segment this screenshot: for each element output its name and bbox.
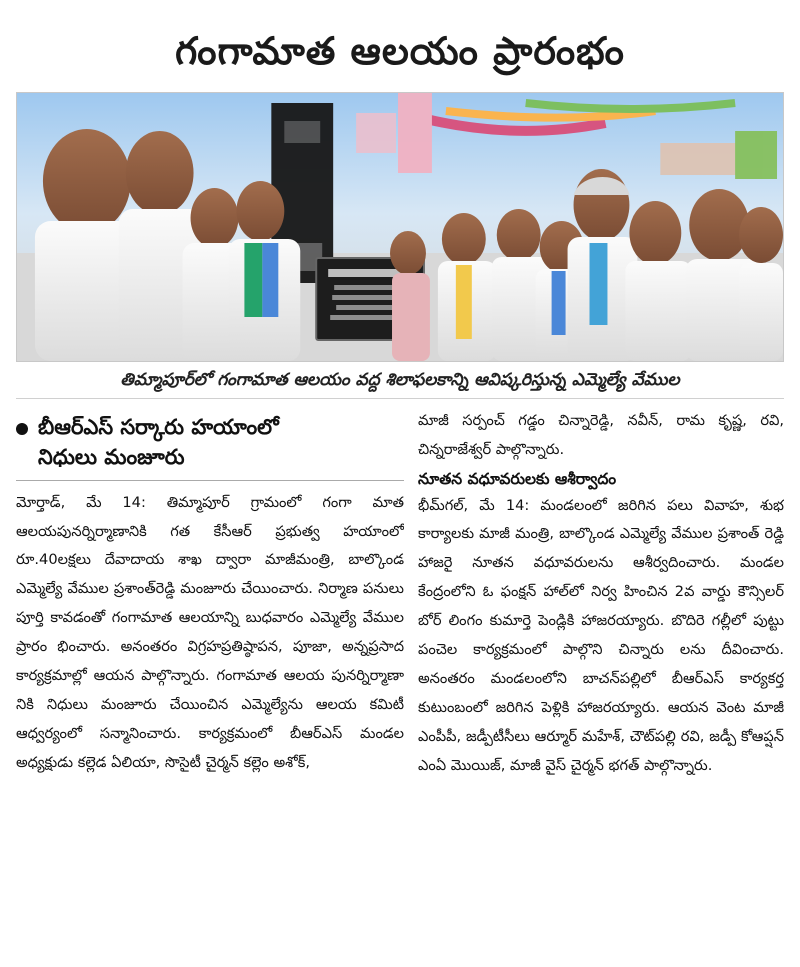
left-body-paragraph: మోర్తాడ్, మే 14: తిమ్మాపూర్ గ్రామంలో గంగా మాత ఆలయపునర్నిర్మాణానికి గత కేసీఆర్ ప్రభుత్వ హయాంలో రూ.40లక్షలు దేవాదాయ శాఖ ద్వారా మాజీమంత్రి, బాల్కొండ ఎమ్మెల్యే వేముల ప్రశాంత్‌రెడ్డి మంజూరు చేయించారు. నిర్మాణ పనులు పూర్తి కావడంతో గంగామాత ఆలయాన్ని బుధవారం ఎమ్మెల్యే వేముల ప్రారం భించారు. అనంతరం విగ్రహప్రతిష్ఠాపన, పూజా, అన్నప్రసాద కార్యక్రమాల్లో ఆయన పాల్గొన్నారు. గంగామాత ఆలయ పునర్నిర్మాణా నికి నిధులు మంజూరు చేయించిన ఎమ్మెల్యేను ఆలయ కమిటీ ఆధ్వర్యంలో సన్మానించారు. కార్యక్రమంలో బీఆర్‌ఎస్ మండల అధ్యక్షుడు కల్లెడ ఏలియా, సొసైటీ చైర్మన్ కల్లెం అశోక్, — [16, 493, 404, 771]
right-body-paragraph-1: మాజీ సర్పంచ్ గడ్డం చిన్నారెడ్డి, నవీన్, రామ కృష్ణ, రవి, చిన్నరాజేశ్వర్ పాల్గొన్నారు. — [418, 412, 784, 458]
left-subheading-line-1: బీఆర్‌ఎస్ సర్కారు హయాంలో — [38, 415, 279, 439]
left-subheading-line-2: నిధులు మంజూరు — [38, 445, 185, 470]
right-subheading: నూతన వధూవరులకు ఆశీర్వాదం — [418, 469, 617, 488]
right-body-paragraph-2: భీమ్‌గల్, మే 14: మండలంలో జరిగిన పలు వివాహ, శుభ కార్యాలకు మాజీ మంత్రి, బాల్కొండ ఎమ్మెల్యే వేముల ప్రశాంత్ రెడ్డి హాజరై నూతన వధూవరులను ఆశీర్వదించారు. మండల కేంద్రంలోని ఓ ఫంక్షన్ హాల్‌లో నిర్వ హించిన 2వ వార్డు కౌన్సిలర్ బోర్ లింగం కుమార్తె పెండ్లికి హాజరయ్యారు. బొదిరె గల్లీలో పుట్టు పంచెల కార్యక్రమంలో పాల్గొని చిన్నారు లను దీవించారు. అనంతరం మండలంలోని బాచన్‌పల్లిలో బీఆర్‌ఎస్ కార్యకర్త కుటుంబంలో జరిగిన పెళ్లికి హాజరయ్యారు. ఆయన వెంట మాజీ ఎంపీపీ, జడ్పీటీసీలు ఆర్మూర్ మహేశ్, చౌట్‌పల్లి రవి, జడ్పీ కోఆప్షన్ ఎంఏ మొయిజ్, మాజీ వైస్ చైర్మన్ భగత్ పాల్గొన్నారు. — [418, 496, 784, 774]
left-column — [16, 407, 404, 967]
photo-caption: తిమ్మాపూర్‌లో గంగామాత ఆలయం వద్ద శిలాఫలకాన్ని ఆవిష్కరిస్తున్న ఎమ్మెల్యే వేముల — [16, 366, 784, 399]
bullet-icon — [16, 423, 28, 435]
left-subheading-text — [38, 413, 279, 472]
event-photo — [16, 92, 784, 362]
headline: గంగామాత ఆలయం ప్రారంభం — [175, 29, 625, 73]
right-column — [418, 407, 784, 967]
left-divider — [16, 480, 404, 481]
article-columns — [16, 407, 784, 967]
left-subheading — [16, 413, 404, 472]
